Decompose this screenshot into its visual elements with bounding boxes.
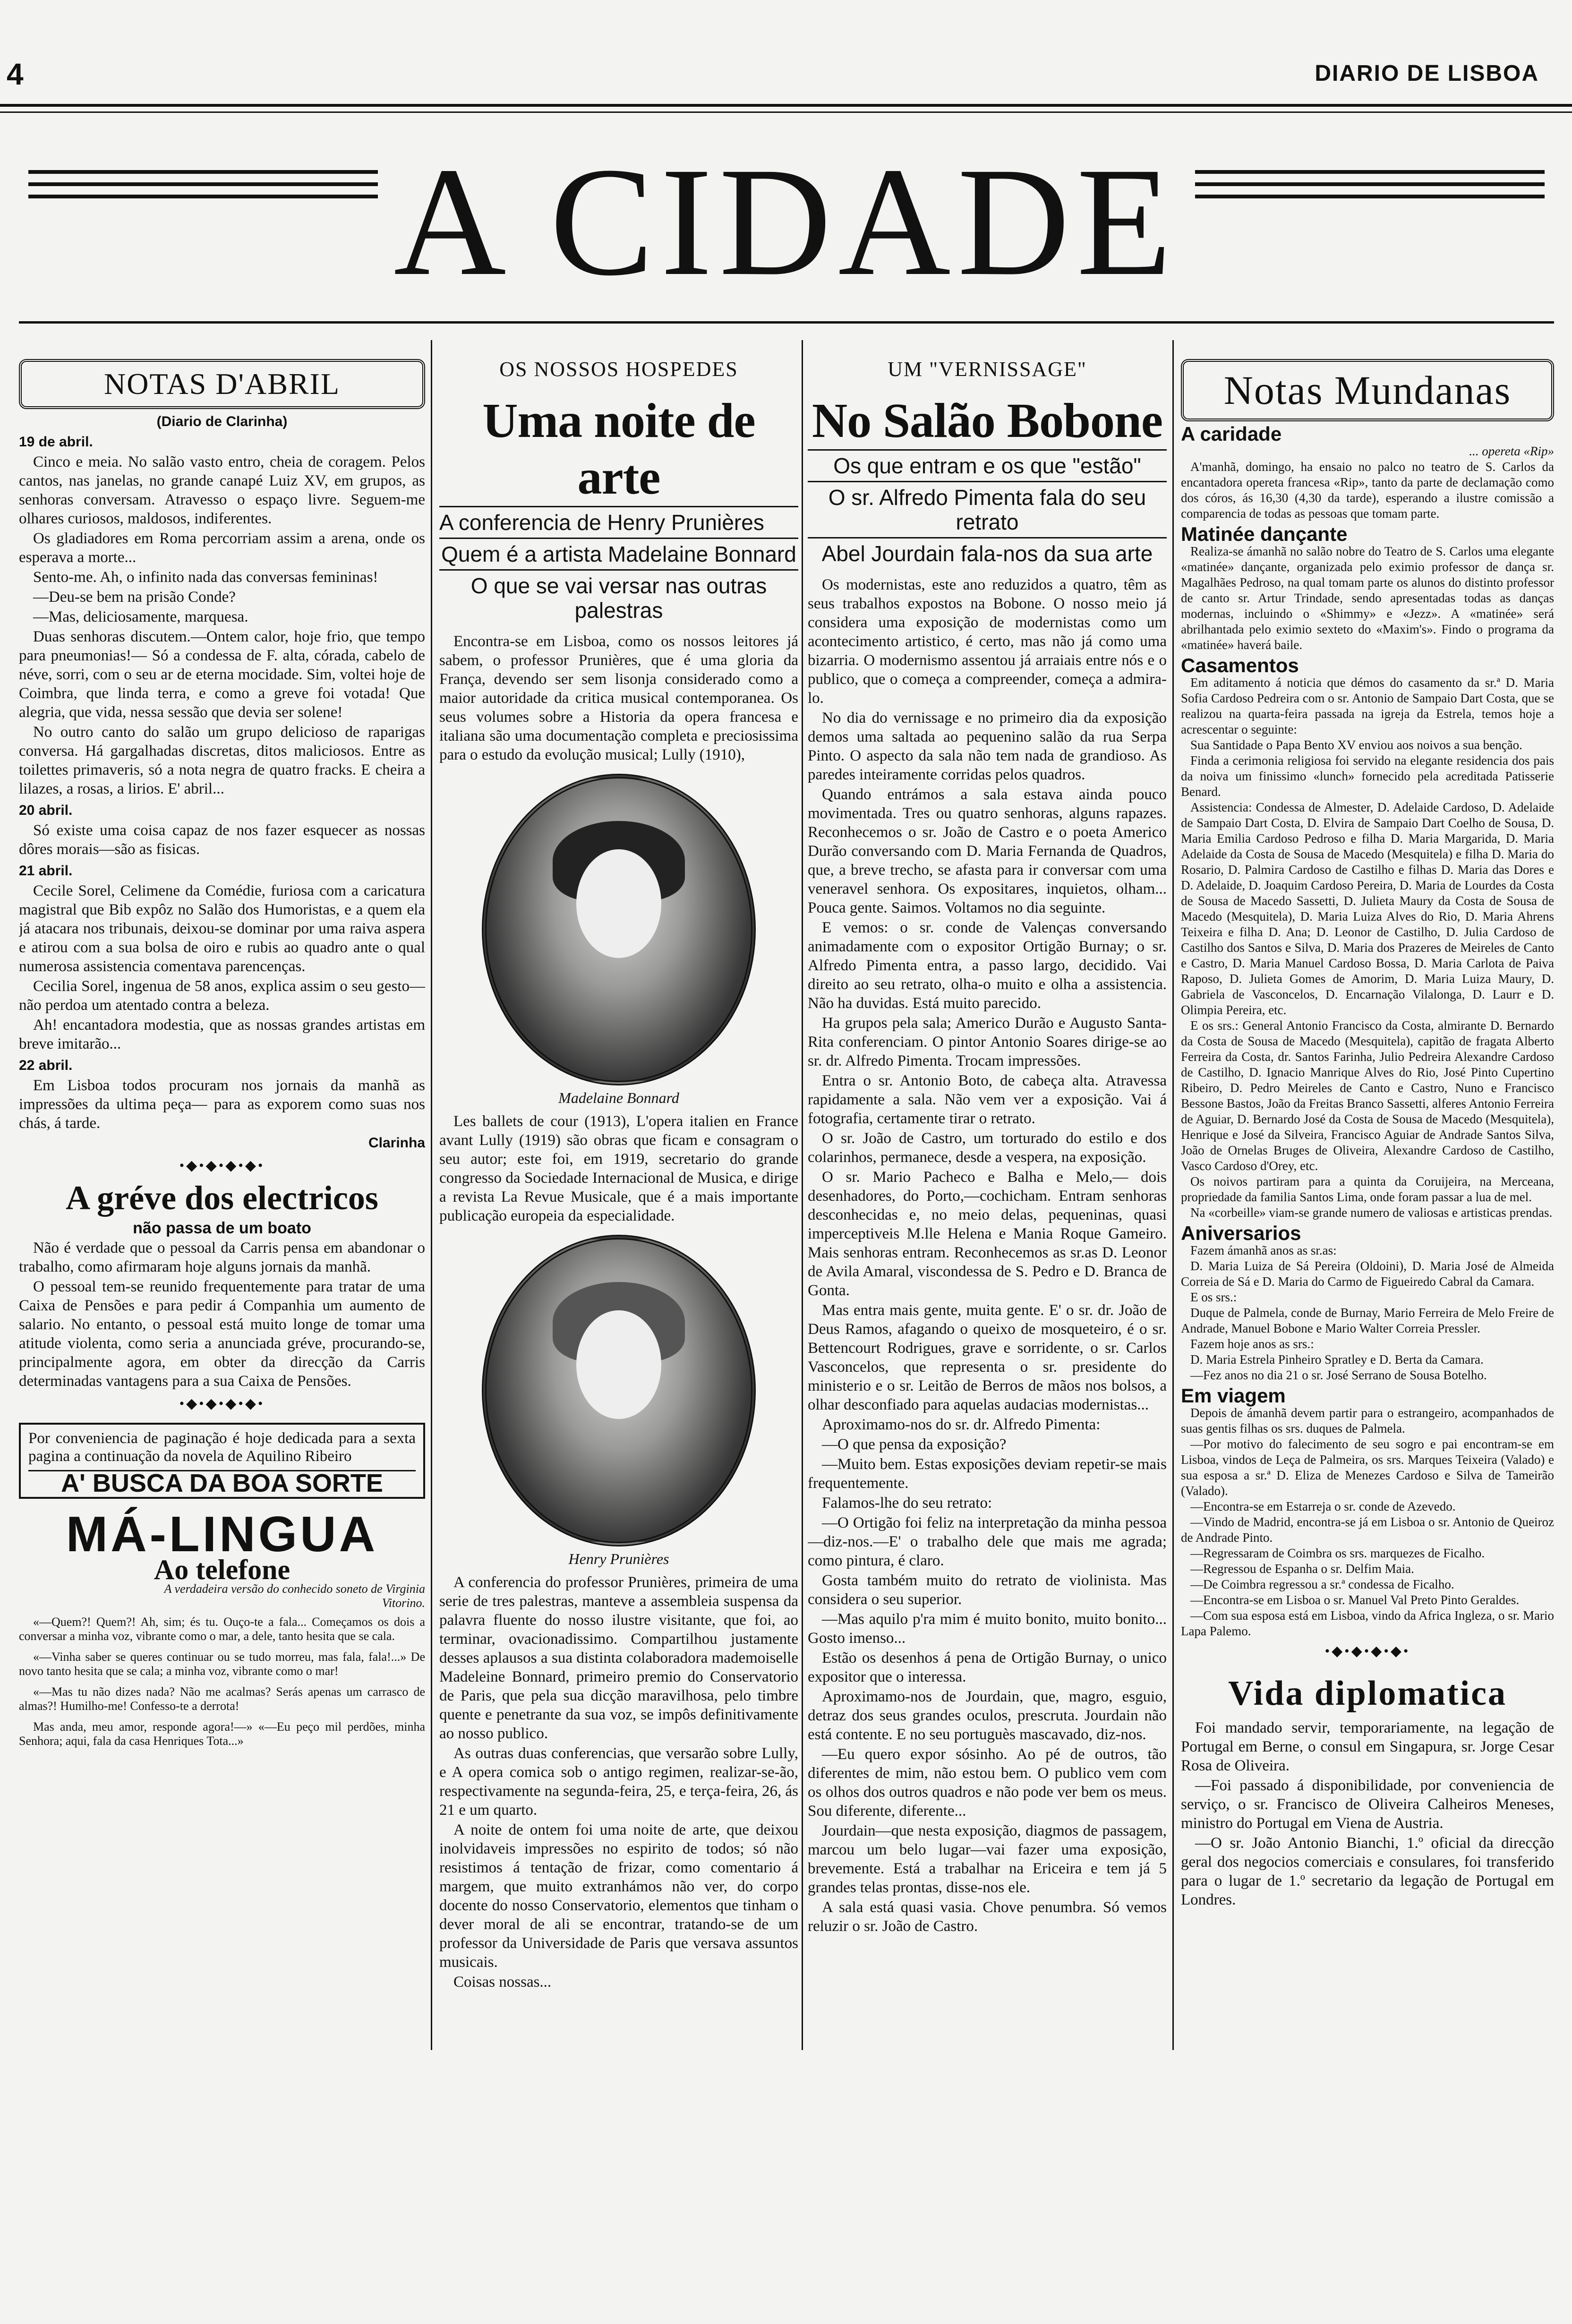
paragraph: —O sr. João Antonio Bianchi, 1.º oficial da direcção geral dos negocios comerciais e consulares, foi transferido para o lugar de 1.º secretario da legação de Portugal em Londres. [1181, 1835, 1554, 1908]
paragraph: Encontra-se em Lisboa, como os nossos leitores já sabem, o professor Prunières, que é uma gloria da França, devendo ser sem lisonja considerado como a maior autoridade da critica musical contemporanea. Os seus volumes sobre a Historia da opera francesa e italiana são uma documentação completa e preciosissima para o estudo da evolução musical; Lully (1910), [439, 633, 798, 763]
page-number: 4 [7, 57, 24, 91]
ma-lingua-subheading: Ao telefone [154, 1554, 290, 1585]
notice-novel-title: A' BUSCA DA BOA SORTE [28, 1470, 416, 1492]
paragraph: Cecilia Sorel, ingenua de 58 anos, explica assim o seu gesto—não perdoa um atentado contra a beleza. [19, 978, 425, 1014]
headline: Uma noite de arte [482, 393, 755, 504]
paragraph: Estão os desenhos á pena de Ortigão Burnay, o unico expositor que o interessa. [808, 1649, 1167, 1685]
entry-date: 22 abril. [19, 1058, 73, 1073]
paragraph: A sala está quasi vasia. Chove penumbra. Só vemos reluzir o sr. João de Castro. [808, 1899, 1167, 1935]
paragraph: —Encontra-se em Estarreja o sr. conde de Azevedo. [1190, 1499, 1456, 1513]
column-vernissage [808, 340, 1167, 2069]
paragraph: Coisas nossas... [453, 1974, 552, 1991]
paragraph: —Fez anos no dia 21 o sr. José Serrano de Sousa Botelho. [1190, 1368, 1487, 1382]
section-heading: Matinée dançante [1181, 523, 1348, 545]
ornament-divider: •◆•◆•◆•◆• [1324, 1643, 1410, 1659]
paragraph: E os srs.: [1190, 1290, 1237, 1304]
photo-caption: Henry Prunières [568, 1550, 669, 1567]
portrait-madelaine-bonnard [482, 774, 756, 1085]
entry-date: 20 abril. [19, 803, 73, 818]
ornament-divider: •◆•◆•◆•◆• [179, 1396, 265, 1411]
subheadline: O sr. Alfredo Pimenta fala do seu retrato [808, 481, 1167, 537]
stanza: Mas anda, meu amor, responde agora!—» «—Eu peço mil perdões, minha Senhora; aqui, fala da casa Henriques Tota...» [19, 1720, 425, 1748]
section-heading: Casamentos [1181, 654, 1299, 676]
paragraph: Em aditamento á noticia que démos do casamento da sr.ª D. Maria Sofia Cardoso Pedreira com o sr. Antonio de Sampaio Dart Costa, que se realizou na quarta-feira passada na igreja da Estrela, temos hoje a acrescentar o seguinte: [1181, 675, 1554, 736]
paragraph: Quando entrámos a sala estava ainda pouco movimentada. Tres ou quatro senhoras, alguns rapazes. Reconhecemos o sr. João de Castro e o poeta Americo Durão conversando com D. Maria Fernanda de Quadros, que, a breve trecho, se afasta para ir conversar com uma veneravel senhora. Os expositares, inquietos, olham... Pouca gente. Saimos. Voltamos no dia seguinte. [808, 786, 1167, 916]
paragraph: Realiza-se ámanhã no salão nobre do Teatro de S. Carlos uma elegante «matinée» dançante, organizada pelo eximio professor de dança sr. Magalhães Pedroso, na qual tomam parte os alunos do distinto professor de canto sr. Artur Trindade, sendo apresentadas todas as danças modernas, incluindo o «Shimmy» e «Jezz». A «matinée» será abrilhantada pelo eximio sexteto do «Maxim's». Findo o programa da «matinée» haverá baile. [1181, 544, 1554, 652]
paragraph: Gosta também muito do retrato de violinista. Mas considera o seu superior. [808, 1572, 1167, 1608]
paragraph: Cecile Sorel, Celimene da Comédie, furiosa com a caricatura magistral que Bib expôz no Salão dos Humoristas, e a quem ela já atacara nos tribunais, deixou-se dominar por uma raiva aspera e atirou com a sua bolsa de oiro e rubis ao quadro ante o qual numerosa assistencia comentava parencenças. [19, 882, 425, 975]
subheadline: Quem é a artista Madelaine Bonnard [439, 538, 798, 569]
pagination-notice [19, 1423, 425, 1499]
paragraph: —O que pensa da exposição? [822, 1436, 1007, 1453]
masthead-rule [19, 321, 1554, 324]
paragraph: Duque de Palmela, conde de Burnay, Mario Ferreira de Melo Freire de Andrade, Manuel Bobone e Mario Walter Correia Pressler. [1181, 1306, 1554, 1335]
paragraph: Falamos-lhe do seu retrato: [822, 1495, 992, 1512]
column-noite-de-arte [439, 340, 798, 2069]
paragraph: —De Coimbra regressou a sr.ª condessa de Ficalho. [1190, 1577, 1454, 1591]
paragraph: Finda a cerimonia religiosa foi servido na elegante residencia dos pais da noiva um finissimo «lunch» fornecido pela acreditada Patisserie Benard. [1181, 753, 1554, 799]
vida-diplomatica-heading: Vida diplomatica [1228, 1674, 1507, 1713]
paragraph: —Com sua esposa está em Lisboa, vindo da Africa Ingleza, o sr. Mario Lapa Palemo. [1181, 1608, 1554, 1638]
paragraph: —Deu-se bem na prisão Conde? [33, 589, 236, 606]
paragraph: Os noivos partiram para a quinta da Coruijeira, na Merceana, propriedade da familia Santos Lima, onde foram passar a lua de mel. [1181, 1174, 1554, 1204]
paragraph: —Muito bem. Estas exposições deviam repetir-se mais frequentemente. [808, 1456, 1167, 1492]
headline: No Salão Bobone [812, 393, 1163, 448]
paragraph: Aproximamo-nos do sr. dr. Alfredo Pimenta: [822, 1416, 1101, 1433]
ornament-divider: •◆•◆•◆•◆• [179, 1158, 265, 1173]
subheadline: Abel Jourdain fala-nos da sua arte [808, 537, 1167, 569]
paragraph: Os gladiadores em Roma percorriam assim a arena, onde os esperava a morte... [19, 530, 425, 566]
photo-caption: Madelaine Bonnard [558, 1089, 679, 1106]
paragraph: Cinco e meia. No salão vasto entro, cheia de coragem. Pelos cantos, nas janelas, no grande canapé Luiz XV, em grupos, as senhoras conversam. Atravesso o espaço livre. Seguem-me olhares curiosos, maldosos, indiferentes. [19, 453, 425, 527]
paragraph: O pessoal tem-se reunido frequentemente para tratar de uma Caixa de Pensões e para pedir á Companhia um aumento de salario. No entanto, o pessoal está muito longe de tomar uma atitude violenta, como seria a anunciada gréve, procurando-se, principalmente agora, em obter da direcção da Carris determinadas vantagens para a sua Caixa de Pensões. [19, 1278, 425, 1390]
notas-mundanas-heading: Notas Mundanas [1181, 359, 1554, 421]
sonnet-intro: A verdadeira versão do conhecido soneto de Virginia Vitorino. [164, 1582, 425, 1610]
column-divider-2 [802, 340, 803, 2050]
paragraph: —Regressou de Espanha o sr. Delfim Maia. [1190, 1562, 1414, 1576]
paragraph: —Vindo de Madrid, encontra-se já em Lisboa o sr. Antonio de Queiroz de Andrade Pinto. [1181, 1515, 1554, 1545]
section-note: ... opereta «Rip» [1469, 444, 1554, 458]
paragraph: —Encontra-se em Lisboa o sr. Manuel Val Preto Pinto Geraldes. [1190, 1593, 1520, 1607]
section-heading: Em viagem [1181, 1384, 1286, 1407]
section-masthead: A CIDADE [393, 136, 1179, 308]
strike-headline: A gréve dos electricos [66, 1179, 378, 1217]
stanza: «—Vinha saber se queres continuar ou se tudo morreu, mas fala, fala!...» De novo tanto hesita que se cala; a minha voz, vibrante como o mar! [19, 1650, 425, 1678]
paragraph: E os srs.: General Antonio Francisco da Costa, almirante D. Bernardo da Costa de Sousa de Macedo (Mesquitela), capitão de fragata Alberto Ferreira da Costa, dr. Santos Farinha, Julio Pedreira Alexandre Cardoso de Castilho, D. Ignacio Manrique Alves do Rio, José Pinto Cupertino Ribeiro, D. Pedro Meireles de Canto e Castro, Nuno e Francisco Bessone Bastos, João da Freitas Branco Sassetti, alferes Antonio Ferreira de Aguiar, D. Bernardo José da Costa de Sousa de Macedo (Mesquitela), Henrique e José da Silveira, Francisco Aguiar de Andrade Santos Silva, João de Ornelas Bruges de Oliveira, Alexandre Cardoso de Castilho, Vasco Cardoso d'Orey, etc. [1181, 1018, 1554, 1173]
paragraph: Entra o sr. Antonio Boto, de cabeça alta. Atravessa rapidamente a sala. Não vem ver a exposição. Vai á fotografia, certamente tirar o retrato. [808, 1072, 1167, 1127]
paragraph: Os modernistas, este ano reduzidos a quatro, têm as seus trabalhos expostos na Bobone. O nosso meio já considera uma exposição de modernistas como um acontecimento artistico, é certo, mas não já como uma bizarria. O modernismo assentou já arraiais entre nós e o publico, que o começa a compreender, começa a admira-lo. [808, 576, 1167, 707]
kicker: UM "VERNISSAGE" [888, 358, 1087, 381]
paragraph: Ah! encantadora modestia, que as nossas grandes artistas em breve imitarão... [19, 1017, 425, 1052]
paragraph: —O Ortigão foi feliz na interpretação da minha pessoa—diz-nos.—E' o trabalho dele que mais me agrada; como pintura, é claro. [808, 1514, 1167, 1569]
column-divider-1 [431, 340, 432, 2050]
paragraph: As outras duas conferencias, que versarão sobre Lully, e A opera comica sob o antigo regimen, realizar-se-ão, respectivamente na segunda-feira, 25, e terça-feira, 26, ás 21 e um quarto. [439, 1745, 798, 1819]
paragraph: Depois de ámanhã devem partir para o estrangeiro, acompanhados de suas gentis filhas os srs. duques de Palmela. [1181, 1406, 1554, 1435]
portrait-henry-prunieres [482, 1235, 756, 1546]
paragraph: Na «corbeille» viam-se grande numero de valiosas e artisticas prendas. [1190, 1205, 1553, 1220]
paragraph: Aproximamo-nos de Jourdain, que, magro, esguio, detraz dos seus grandes oculos, prescruta. Jourdain não está contente. E no seu portuguès mascavado, diz-nos. [808, 1688, 1167, 1743]
kicker: OS NOSSOS HOSPEDES [499, 358, 738, 381]
paragraph: No outro canto do salão um grupo delicioso de raparigas conversa. Há gargalhadas discretas, ditos maliciosos. Entre as toilettes primaveris, só a nota negra de quatro fracks. E cheira a lilazes, a rosas, a lirios. E' abril... [19, 724, 425, 797]
paragraph: Só existe uma coisa capaz de nos fazer esquecer as nossas dôres morais—são as fisicas. [19, 822, 425, 858]
paragraph: D. Maria Luiza de Sá Pereira (Oldoini), D. Maria José de Almeida Correia de Sá e D. Maria do Carmo de Figueiredo Cabral da Camara. [1181, 1259, 1554, 1289]
paragraph: —Regressaram de Coimbra os srs. marquezes de Ficalho. [1190, 1546, 1485, 1560]
paragraph: Sento-me. Ah, o infinito nada das conversas femininas! [33, 569, 378, 586]
paragraph: —Mas aquilo p'ra mim é muito bonito, muito bonito... Gosto imenso... [808, 1611, 1167, 1647]
paragraph: Jourdain—que nesta exposição, diagmos de passagem, marcou um belo lugar—vai fazer uma exposição, brevemente. Está a trabalhar na Ericeira e tem já 5 grandes telas prontas, disse-nos ele. [808, 1822, 1167, 1896]
paragraph: —Eu quero expor sósinho. Ao pé de outros, tão diferentes de mim, não estou bem. O publico vem com os olhos dos outros quadros e não pode ver bem os meus. Sou diferente, diferente... [808, 1746, 1167, 1820]
paragraph: A conferencia do professor Prunières, primeira de uma serie de tres palestras, manteve a assembleia suspensa da palavra fluente do nosso ilustre visitante, que foi, ao terminar, ovacionadissimo. Compartilhou justamente desses aplausos a sua distinta colaboradora mademoiselle Madeleine Bonnard, primeiro premio do Conservatorio de Paris, que pela sua dicção maravilhosa, pelo timbre quente e penetrante da sua voz, se impôs definitivamente ao nosso publico. [439, 1574, 798, 1742]
ma-lingua-heading: MÁ-LINGUA [66, 1506, 378, 1562]
notas-abril-heading: NOTAS D'ABRIL [19, 359, 425, 409]
paragraph: A'manhã, domingo, ha ensaio no palco no teatro de S. Carlos da encantadora opereta francesa «Rip», tanto da parte de declamação como dos córos, ás 16,30 (4,30 da tarde), esperando a ilustre comissão a comparencia de todas as pessoas que tomam parte. [1181, 460, 1554, 521]
section-heading: Aniversarios [1181, 1222, 1301, 1244]
paragraph: Mas entra mais gente, muita gente. E' o sr. dr. João de Deus Ramos, afagando o queixo de mosqueteiro, é o sr. Bettencourt Rodrigues, grave e sorridente, o sr. Carlos Vasconcelos, que representa o sr. presidente do ministerio e o sr. Leitão de Berros de mãos nos bolsos, a olhar desconfiado para aquelas audacias modernistas... [808, 1302, 1167, 1413]
sonnet [19, 1582, 425, 1748]
diary-source: (Diario de Clarinha) [156, 414, 288, 429]
paragraph: Não é verdade que o pessoal da Carris pensa em abandonar o trabalho, como afirmaram hoje alguns jornais da manhã. [19, 1239, 425, 1275]
paragraph: A noite de ontem foi uma noite de arte, que deixou inolvidaveis impressões no espirito de todos; só não resistimos á tentação de frizar, como comentario á margem, que muito extranhámos não ver, do corpo docente do nosso Conservatorio, elementos que tinham o dever moral de ali se encontrar, tratando-se de um professor da Universidade de Paris que versava assuntos musicais. [439, 1821, 798, 1971]
subheadline: A conferencia de Henry Prunières [439, 506, 798, 538]
paragraph: Em Lisboa todos procuram nos jornais da manhã as impressões da ultima peça— para as exporem como suas nos chás, á tarde. [19, 1077, 425, 1132]
paragraph: —Foi passado á disponibilidade, por conveniencia de serviço, o sr. Francisco de Oliveira Calheiros Meneses, ministro do Portugal em Viena de Austria. [1181, 1777, 1554, 1832]
column-notas-mundanas [1181, 340, 1554, 2069]
column-notas-abril [19, 340, 425, 2069]
paragraph: Fazem ámanhã anos as sr.as: [1190, 1243, 1337, 1257]
paragraph: O sr. Mario Pacheco e Balha e Melo,— dois desenhadores, do Porto,—cochicham. Entram senhoras desconhecidas e, no meio delas, pequeninas, quasi imperceptiveis M.lle Helena e Mania Roque Gameiro. Mais senhoras entram. Reconhecemos as sr.as D. Leonor de Avila Amaral, viscondessa de S. Pedro e D. Branca de Gonta. [808, 1169, 1167, 1299]
paragraph: Foi mandado servir, temporariamente, na legação de Portugal em Berne, o consul em Singapura, sr. Jorge Cesar Rosa de Oliveira. [1181, 1719, 1554, 1774]
paragraph: Sua Santidade o Papa Bento XV enviou aos noivos a sua benção. [1190, 738, 1522, 752]
paragraph: E vemos: o sr. conde de Valenças conversando animadamente com o expositor Ortigão Burnay; o sr. Alfredo Pimenta entra, a passo largo, decidido. Vai direito ao seu retrato, olha-o muito e olha a assistencia. Não ha duvidas. Está muito parecido. [808, 919, 1167, 1012]
paragraph: O sr. João de Castro, um torturado do estilo e dos colarinhos, permanece, desde a vespera, na exposição. [808, 1130, 1167, 1166]
top-rule-2 [0, 111, 1572, 113]
paragraph: D. Maria Estrela Pinheiro Spratley e D. Berta da Camara. [1190, 1352, 1484, 1367]
entry-date: 21 abril. [19, 863, 73, 879]
section-heading: A caridade [1181, 423, 1282, 445]
paragraph: Fazem hoje anos as srs.: [1190, 1337, 1314, 1351]
paragraph: Duas senhoras discutem.—Ontem calor, hoje frio, que tempo para pneumonias!— Só a condessa de F. alta, córada, cabelo de néve, sorri, com o seu ar de eterna mocidade. Sim, voltei hoje de Coimbra, que linda terra, e como a greve foi votada! Que alegria, que vida, nessa sessão que devia ser solene! [19, 628, 425, 721]
paragraph: —Mas, deliciosamente, marquesa. [33, 608, 248, 625]
stanza: «—Quem?! Quem?! Ah, sim; és tu. Ouço-te a fala... Começamos os dois a conversar a minha voz, vibrante como o mar, a dele, tanto hesita que se cala. [19, 1615, 425, 1643]
subheadline: O que se vai versar nas outras palestras [439, 569, 798, 625]
signature: Clarinha [368, 1135, 425, 1151]
stanza: «—Mas tu não dizes nada? Não me acalmas? Serás apenas um carrasco de almas?! Humilho-me! Confesso-te a derrota! [19, 1685, 425, 1713]
top-rule [0, 104, 1572, 107]
paragraph: Ha grupos pela sala; Americo Durão e Augusto Santa-Rita conferenciam. O pintor Antonio Soares dirige-se ao sr. dr. Alfredo Pimenta. Trocam impressões. [808, 1015, 1167, 1069]
paragraph: No dia do vernissage e no primeiro dia da exposição demos uma saltada ao pequenino salão da rua Serpa Pinto. O aspecto da sala não tem nada de grandioso. As paredes inteiramente corridas pelos quadros. [808, 709, 1167, 783]
entry-date: 19 de abril. [19, 434, 93, 450]
paragraph: —Por motivo do falecimento de seu sogro e pai encontram-se em Lisboa, vindos de Leça de Palmeira, os srs. Marques Teixeira (Valado) e sua esposa a sr.ª D. Eliza de Menezes Cardoso e Silva de Tameirão (Valado). [1181, 1437, 1554, 1498]
strike-subheadline: não passa de um boato [133, 1219, 311, 1237]
paragraph: Assistencia: Condessa de Almester, D. Adelaide Cardoso, D. Adelaide de Sampaio Dart Costa, D. Elvira de Sampaio Dart Coelho de Sousa, D. Maria Emilia Cardoso Pedroso e filha D. Maria Margarida, D. Maria Adelaide da Costa de Sousa de Macedo (Mesquitela) e filha D. Maria do Rosario, D. Palmira Cardoso de Castilho e filhas D. Maria das Dores e D. Adelaide, D. Joaquim Cardoso Pereira, D. Maria de Lourdes da Costa de Sousa de Macedo Sassetti, D. Julieta Maury da Costa de Sousa de Macedo (Mesquitela), D. Maria Luiza Alves do Rio, D. Maria Ahrens Teixeira e filha D. Ana; D. Leonor de Castilho, D. Julia Cardoso de Castilho dos Santos e Silva, D. Maria dos Prazeres de Meireles de Canto e Castro, D. Maria Manuel Cardoso Bossa, D. Maria Carlota de Paiva Raposo, D. Julieta Gomes de Amorim, D. Maria Luiza Maury, D. Gabriela de Vasconcelos, D. Encarnação Vilalonga, D. Laurr e D. Olimpia Pereira, etc. [1181, 800, 1554, 1017]
column-divider-3 [1172, 340, 1174, 2050]
paragraph: Les ballets de cour (1913), L'opera italien en France avant Lully (1919) são obras que ficam e consagram o seu autor; este foi, em 1919, secretario do grande congresso da Sociedade Internacional de Musica, e dirige a revista La Revue Musicale, que é a mais importante publicação europeia da especialidade. [439, 1113, 798, 1224]
notice-text: Por conveniencia de paginação é hoje dedicada para a sexta pagina a continuação da novela de Aquilino Ribeiro [28, 1430, 416, 1465]
newspaper-name: DIARIO DE LISBOA [1315, 61, 1539, 86]
subheadline: Os que entram e os que "estão" [808, 449, 1167, 481]
